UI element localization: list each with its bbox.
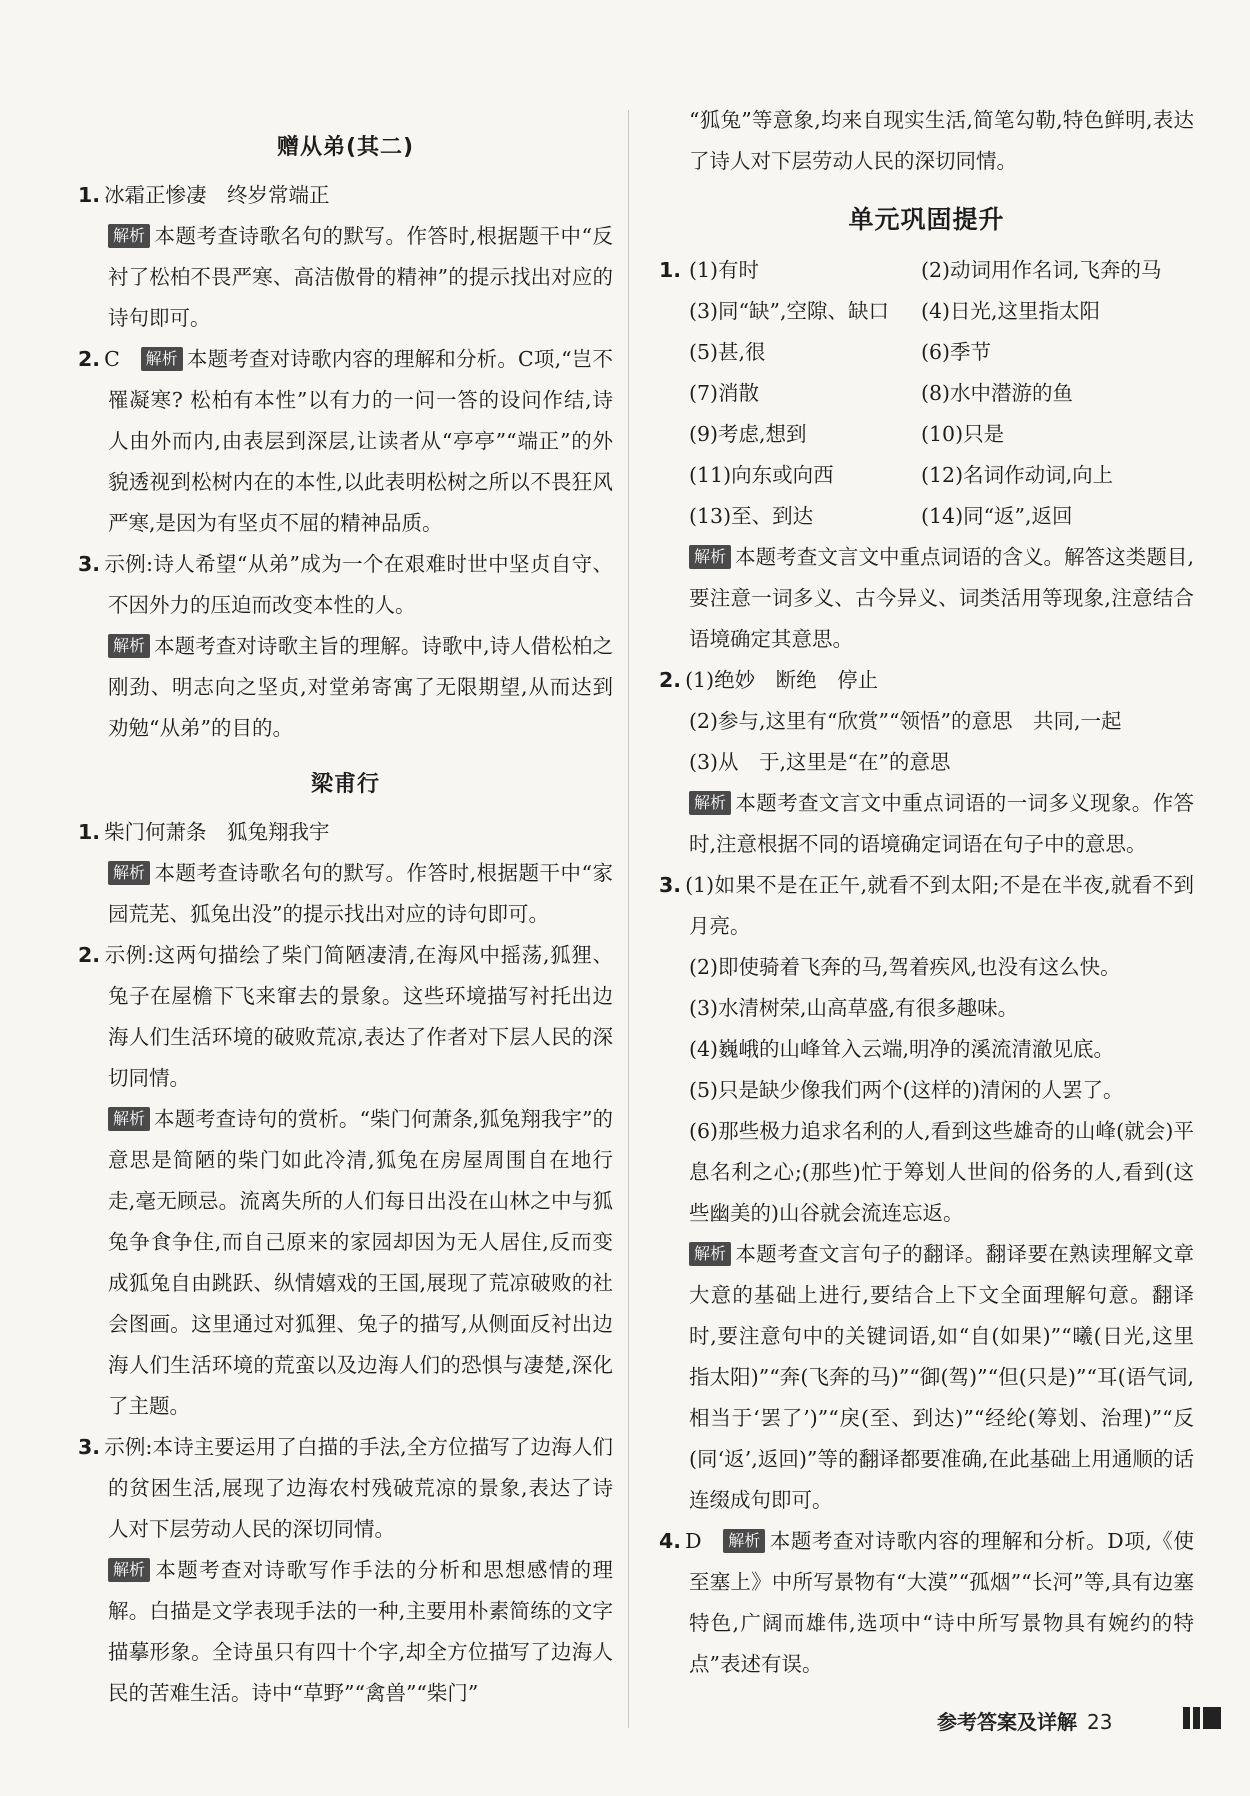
explanation-tag: 解析 xyxy=(108,634,150,658)
explanation xyxy=(78,853,613,935)
answer-text: 柴门何萧条 狐兔翔我宇 xyxy=(104,820,330,844)
answer-text: 示例:这两句描绘了柴门简陋凄清,在海风中摇荡,狐狸、兔子在屋檐下飞来窜去的景象。这些环境描写衬托出边海人们生活环境的破败荒凉,表达了作者对下层人民的深切同情。 xyxy=(104,943,613,1090)
answer-text: 冰霜正惨凄 终岁常端正 xyxy=(104,183,330,207)
answer-text: D xyxy=(685,1529,702,1553)
explanation-tag: 解析 xyxy=(108,1558,150,1582)
answer-item xyxy=(659,660,1194,701)
answer-text: C xyxy=(104,347,120,371)
column-divider xyxy=(628,110,629,1728)
grid-item: (11)向东或向西 xyxy=(689,463,834,487)
explanation-text: 本题考查对诗歌写作手法的分析和思想感情的理解。白描是文学表现手法的一种,主要用朴素简练的文字描摹形象。全诗虽只有四十个字,却全方位描写了边海人民的苦难生活。诗中“草野”“禽兽”“柴门” xyxy=(108,1558,613,1705)
grid-item: (7)消散 xyxy=(689,381,760,405)
page-footer xyxy=(937,1706,1112,1735)
explanation-tag: 解析 xyxy=(723,1529,765,1553)
footer-label: 参考答案及详解 xyxy=(937,1710,1077,1734)
explanation xyxy=(659,537,1194,660)
explanation xyxy=(78,626,613,749)
answer-line: (6)那些极力追求名利的人,看到这些雄奇的山峰(就会)平息名利之心;(那些)忙于筹划人世间的俗务的人,看到(这些幽美的)山谷就会流连忘返。 xyxy=(689,1119,1194,1225)
answer-line: (2)即使骑着飞奔的马,驾着疾风,也没有这么快。 xyxy=(689,955,1121,979)
section-title-zengcongdi: 赠从弟(其二) xyxy=(276,135,415,160)
grid-item: (9)考虑,想到 xyxy=(689,422,807,446)
question-number: 3. xyxy=(659,873,682,897)
answer-item xyxy=(78,175,613,216)
answer-item xyxy=(78,339,613,544)
answer-item xyxy=(659,1521,1194,1685)
section-title-liangfuxing: 梁甫行 xyxy=(310,772,380,797)
question-number: 1. xyxy=(78,183,101,207)
grid-item: (14)同“返”,返回 xyxy=(921,504,1073,528)
grid-item: (3)同“缺”,空隙、缺口 xyxy=(689,299,890,323)
explanation-text: 本题考查对诗歌内容的理解和分析。D项,《使至塞上》中所写景物有“大漠”“孤烟”“长河”等,具有边塞特色,广阔而雄伟,选项中“诗中所写景物具有婉约的特点”表述有误。 xyxy=(689,1529,1195,1676)
answer-line: (3)水清树荣,山高草盛,有很多趣味。 xyxy=(689,996,1019,1020)
left-column xyxy=(78,112,613,1714)
explanation-tag: 解析 xyxy=(689,545,731,569)
explanation-text: 本题考查文言文中重点词语的一词多义现象。作答时,注意根据不同的语境确定词语在句子中的意思。 xyxy=(689,791,1194,856)
explanation-text: 本题考查对诗歌主旨的理解。诗歌中,诗人借松柏之刚劲、明志向之坚贞,对堂弟寄寓了无限期望,从而达到劝勉“从弟”的目的。 xyxy=(108,634,613,740)
explanation-tag: 解析 xyxy=(689,1242,731,1266)
answer-text: (1)如果不是在正午,就看不到太阳;不是在半夜,就看不到月亮。 xyxy=(685,873,1194,938)
grid-item: (12)名词作动词,向上 xyxy=(921,463,1114,487)
grid-item: (1)有时 xyxy=(689,258,760,282)
answer-line: (3)从 于,这里是“在”的意思 xyxy=(689,750,951,774)
explanation-text: 本题考查诗歌名句的默写。作答时,根据题干中“反衬了松柏不畏严寒、高洁傲骨的精神”的提示找出对应的诗句即可。 xyxy=(108,224,613,330)
explanation-text: 本题考查诗歌名句的默写。作答时,根据题干中“家园荒芜、狐兔出没”的提示找出对应的诗句即可。 xyxy=(108,861,613,926)
grid-item: (2)动词用作名词,飞奔的马 xyxy=(921,258,1162,282)
grid-item: (10)只是 xyxy=(921,422,1005,446)
grid-item: (8)水中潜游的鱼 xyxy=(921,381,1074,405)
question-number: 4. xyxy=(659,1529,682,1553)
explanation-continued: “狐兔”等意象,均来自现实生活,简笔勾勒,特色鲜明,表达了诗人对下层劳动人民的深切同情。 xyxy=(689,108,1194,173)
explanation-tag: 解析 xyxy=(108,861,150,885)
grid-item: (5)甚,很 xyxy=(689,340,766,364)
section-title-unit-review: 单元巩固提升 xyxy=(848,205,1005,234)
answer-line: (5)只是缺少像我们两个(这样的)清闲的人罢了。 xyxy=(689,1078,1124,1102)
answer-item xyxy=(78,812,613,853)
question-number: 1. xyxy=(659,258,682,282)
right-column xyxy=(659,100,1194,1685)
explanation xyxy=(78,1099,613,1427)
explanation-tag: 解析 xyxy=(108,1107,150,1131)
answer-item xyxy=(659,250,1194,537)
explanation xyxy=(78,1550,613,1714)
answer-item xyxy=(659,865,1194,947)
explanation-text: 本题考查对诗歌内容的理解和分析。C项,“岂不罹凝寒? 松柏有本性”以有力的一问一答的设问作结,诗人由外而内,由表层到深层,让读者从“亭亭”“端正”的外貌透视到松树内在的本性,以此表明松树之所以不畏狂风严寒,是因为有坚贞不屈的精神品质。 xyxy=(108,347,614,535)
question-number: 1. xyxy=(78,820,101,844)
explanation-tag: 解析 xyxy=(108,224,150,248)
explanation-tag: 解析 xyxy=(689,791,731,815)
grid-item: (6)季节 xyxy=(921,340,992,364)
footer-bars-icon xyxy=(1183,1707,1221,1729)
explanation xyxy=(659,783,1194,865)
answer-item xyxy=(78,1427,613,1550)
question-number: 2. xyxy=(78,347,101,371)
grid-item: (13)至、到达 xyxy=(689,504,814,528)
question-number: 3. xyxy=(78,1435,101,1459)
explanation-text: 本题考查文言文中重点词语的含义。解答这类题目,要注意一词多义、古今异义、词类活用等现象,注意结合语境确定其意思。 xyxy=(689,545,1194,651)
grid-item: (4)日光,这里指太阳 xyxy=(921,299,1101,323)
answer-item xyxy=(78,544,613,626)
answer-grid xyxy=(689,250,1162,537)
explanation-text: 本题考查诗句的赏析。“柴门何萧条,狐兔翔我宇”的意思是简陋的柴门如此冷清,狐兔在房屋周围自在地行走,毫无顾忌。流离失所的人们每日出没在山林之中与狐兔争食争住,而自己原来的家园却因为无人居住,反而变成狐兔自由跳跃、纵情嬉戏的王国,展现了荒凉破败的社会图画。这里通过对狐狸、兔子的描写,从侧面反衬出边海人们生活环境的荒蛮以及边海人们的恐惧与凄楚,深化了主题。 xyxy=(108,1107,613,1418)
question-number: 2. xyxy=(659,668,682,692)
answer-line: (2)参与,这里有“欣赏”“领悟”的意思 共同,一起 xyxy=(689,709,1122,733)
question-number: 3. xyxy=(78,552,101,576)
page-number: 23 xyxy=(1087,1710,1113,1734)
answer-text: 示例:诗人希望“从弟”成为一个在艰难时世中坚贞自守、不因外力的压迫而改变本性的人。 xyxy=(104,552,613,617)
explanation-tag: 解析 xyxy=(141,347,183,371)
explanation-text: 本题考查文言句子的翻译。翻译要在熟读理解文章大意的基础上进行,要结合上下文全面理解句意。翻译时,要注意句中的关键词语,如“自(如果)”“曦(日光,这里指太阳)”“奔(飞奔的马)”“御(驾)”“但(只是)”“耳(语气词,相当于‘罢了’)”“戾(至、到达)”“经纶(筹划、治理)”“反(同‘返’,返回)”等的翻译都要准确,在此基础上用通顺的话连缀成句即可。 xyxy=(689,1242,1194,1512)
answer-line: (4)巍峨的山峰耸入云端,明净的溪流清澈见底。 xyxy=(689,1037,1115,1061)
question-number: 2. xyxy=(78,943,101,967)
answer-item xyxy=(78,935,613,1099)
answer-text: 示例:本诗主要运用了白描的手法,全方位描写了边海人们的贫困生活,展现了边海农村残破荒凉的景象,表达了诗人对下层劳动人民的深切同情。 xyxy=(104,1435,613,1541)
answer-text: (1)绝妙 断绝 停止 xyxy=(685,668,879,692)
explanation xyxy=(78,216,613,339)
explanation xyxy=(659,1234,1194,1521)
